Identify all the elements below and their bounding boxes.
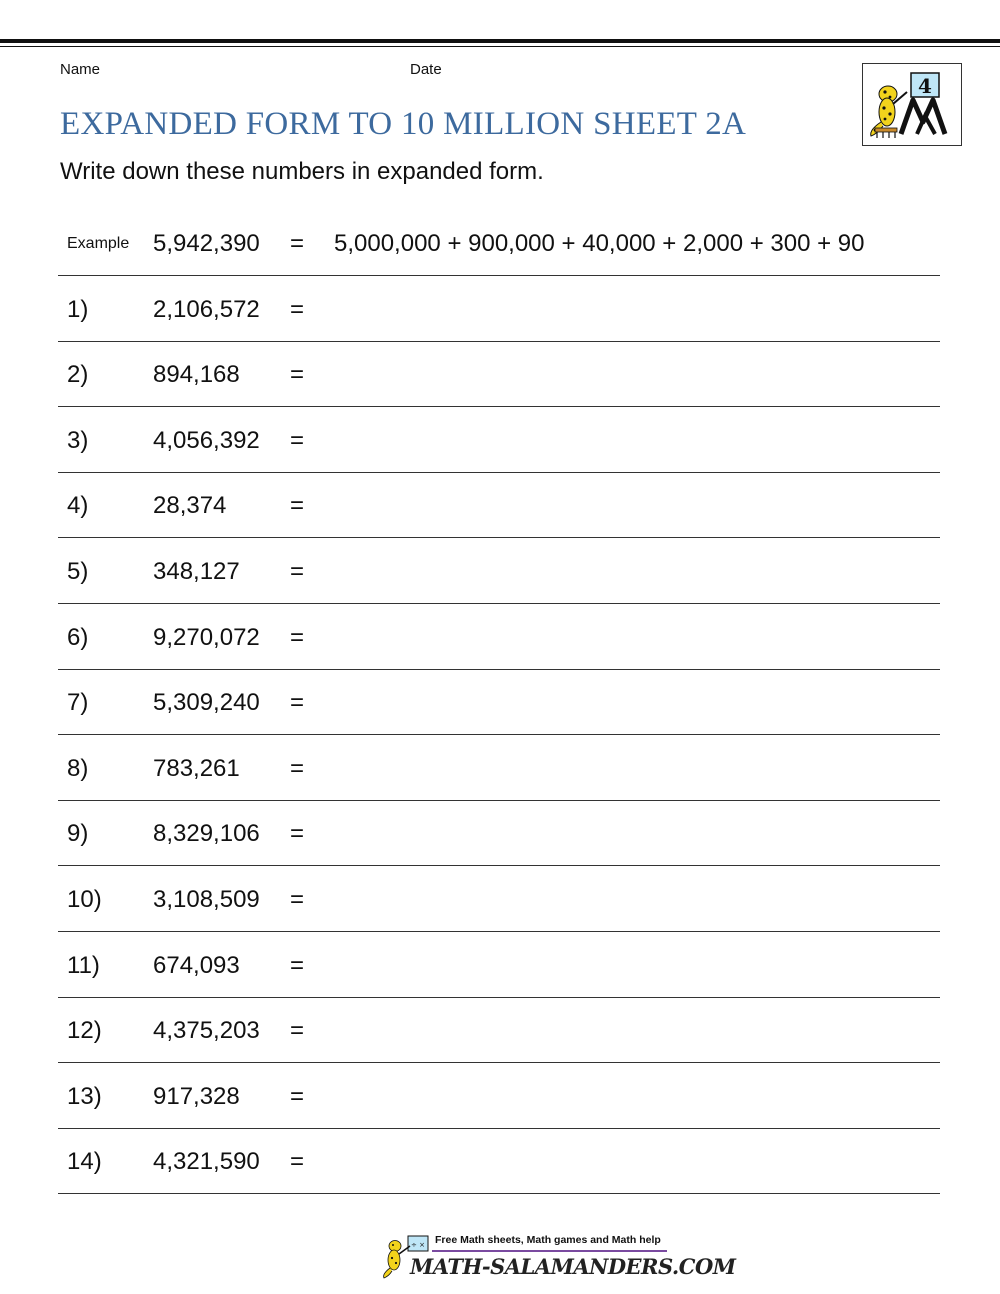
example-row	[58, 210, 940, 276]
footer-underline	[432, 1250, 667, 1252]
question-row	[58, 472, 940, 538]
grade-logo	[862, 63, 962, 146]
equals-sign: =	[290, 623, 305, 651]
answer-space[interactable]	[334, 492, 914, 522]
question-number: 2)	[67, 361, 89, 389]
answer-space[interactable]	[334, 427, 914, 457]
equals-sign: =	[290, 492, 305, 520]
question-row	[58, 932, 940, 998]
question-row	[58, 1063, 940, 1129]
equals-sign: =	[290, 951, 305, 979]
top-rule	[0, 39, 1000, 43]
question-number: 5)	[67, 558, 89, 585]
answer-space[interactable]	[334, 361, 914, 391]
equals-sign: =	[290, 689, 305, 717]
number-value: 4,056,392	[153, 426, 260, 454]
answer-space[interactable]	[334, 886, 914, 916]
answer-space[interactable]	[334, 689, 914, 719]
question-row	[58, 866, 940, 932]
equals-sign: =	[290, 1082, 305, 1110]
top-rule-thin	[0, 46, 1000, 47]
question-number: 1)	[67, 295, 89, 323]
number-value: 4,321,590	[153, 1148, 260, 1176]
equals-sign: =	[290, 886, 305, 913]
question-row	[58, 669, 940, 735]
question-number: 6)	[67, 623, 89, 651]
equals-sign: =	[290, 361, 305, 389]
instruction-text: Write down these numbers in expanded form.	[60, 158, 544, 185]
svg-text:÷ ×: ÷ ×	[411, 1241, 425, 1249]
question-row	[58, 538, 940, 604]
number-value: 348,127	[153, 558, 240, 585]
answer-space[interactable]	[334, 624, 914, 654]
question-number: 3)	[67, 426, 89, 454]
question-number: 14)	[67, 1148, 102, 1176]
question-number: 13)	[67, 1082, 102, 1110]
equals-sign: =	[290, 1148, 305, 1176]
answer-space[interactable]	[334, 1148, 914, 1178]
answer-space[interactable]	[334, 1017, 914, 1047]
number-value: 9,270,072	[153, 623, 260, 651]
footer-tagline: Free Math sheets, Math games and Math help	[435, 1234, 661, 1246]
number-value: 3,108,509	[153, 886, 260, 913]
question-row	[58, 1128, 940, 1194]
name-label: Name	[60, 61, 101, 78]
equals-sign: =	[290, 820, 305, 848]
answer-space[interactable]	[334, 755, 914, 785]
question-row	[58, 407, 940, 473]
equals-sign: =	[290, 1017, 305, 1045]
question-number: 9)	[67, 820, 89, 848]
answer-space[interactable]	[334, 296, 914, 326]
question-row	[58, 276, 940, 342]
question-number: 10)	[67, 886, 102, 913]
grade-number: 4	[918, 74, 932, 98]
question-row	[58, 604, 940, 670]
page-title: EXPANDED FORM TO 10 MILLION SHEET 2A	[60, 106, 747, 142]
question-number: 7)	[67, 689, 89, 717]
equals-sign: =	[290, 754, 305, 782]
question-number: 4)	[67, 492, 89, 520]
footer-logo	[380, 1232, 736, 1282]
number-value: 28,374	[153, 492, 227, 520]
number-value: 894,168	[153, 361, 240, 389]
question-row	[58, 735, 940, 801]
example-label: Example	[67, 235, 130, 252]
question-number: 8)	[67, 754, 89, 782]
equals-sign: =	[290, 426, 305, 454]
number-value: 5,942,390	[153, 230, 260, 257]
question-row	[58, 341, 940, 407]
date-label: Date	[410, 61, 442, 78]
number-value: 674,093	[153, 951, 240, 979]
question-number: 12)	[67, 1017, 102, 1045]
answer-space[interactable]	[334, 952, 914, 982]
number-value: 2,106,572	[153, 295, 260, 323]
answer-space[interactable]	[334, 558, 914, 588]
question-row	[58, 800, 940, 866]
footer-site-name: MATH-SALAMANDERS.COM	[410, 1254, 736, 1279]
example-answer: 5,000,000 + 900,000 + 40,000 + 2,000 + 300 + 90	[334, 230, 865, 257]
number-value: 5,309,240	[153, 689, 260, 717]
answer-space[interactable]	[334, 820, 914, 850]
equals-sign: =	[290, 558, 305, 585]
number-value: 4,375,203	[153, 1017, 260, 1045]
question-number: 11)	[67, 951, 100, 979]
answer-space[interactable]	[334, 1083, 914, 1113]
equals-sign: =	[290, 295, 305, 323]
salamander-board-icon	[863, 64, 961, 145]
number-value: 917,328	[153, 1082, 240, 1110]
equals-sign: =	[290, 230, 305, 257]
number-value: 8,329,106	[153, 820, 260, 848]
number-value: 783,261	[153, 754, 240, 782]
question-row	[58, 997, 940, 1063]
